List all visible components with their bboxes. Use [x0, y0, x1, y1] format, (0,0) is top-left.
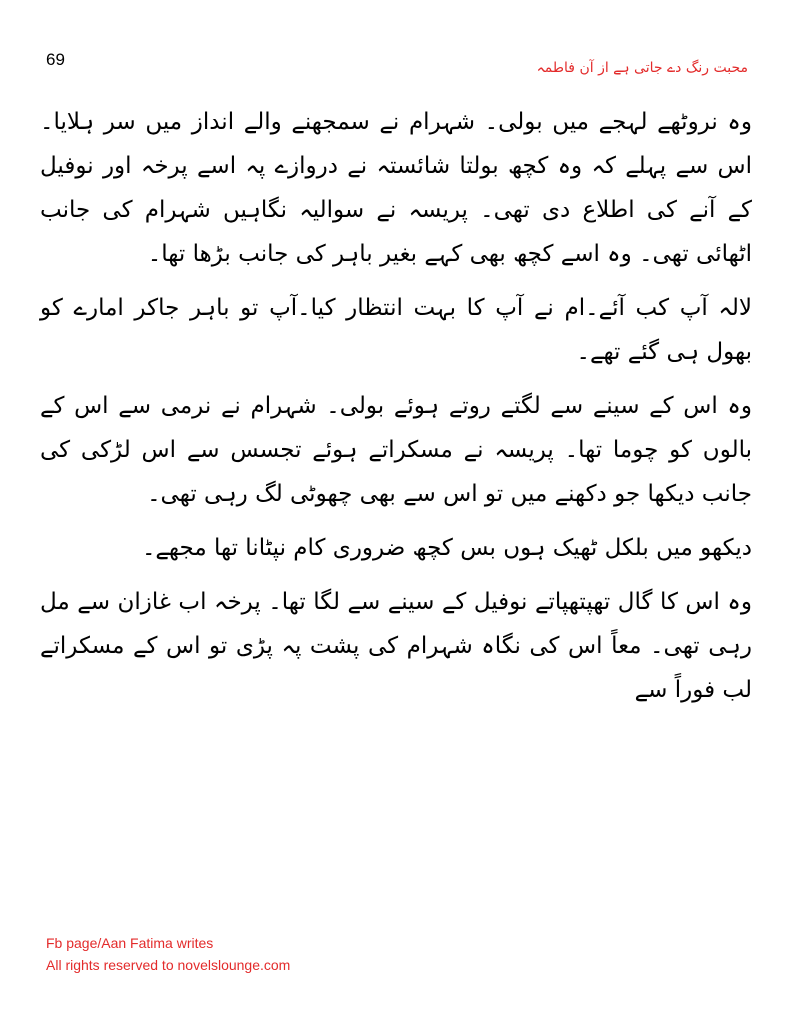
running-header: محبت رنگ دے جاتی ہے از آن فاطمہ — [536, 60, 748, 76]
footer-rights: All rights reserved to novelslounge.com — [46, 957, 291, 973]
paragraph-2: لالہ آپ کب آئے۔ام نے آپ کا بہت انتظار کیا۔آپ تو باہر جاکر امارے کو بھول ہی گئے تھے۔ — [40, 295, 752, 365]
body-text — [40, 100, 752, 722]
page-number: 69 — [46, 50, 65, 69]
paragraph-1: وہ نروٹھے لہجے میں بولی۔ شہرام نے سمجھنے والے انداز میں سر ہلایا۔اس سے پہلے کہ وہ کچھ بولتا شائستہ نے دروازے پہ اسے پرخہ اور نوفیل کے آنے کی اطلاع دی تھی۔ پریسہ نے سوالیہ نگاہیں شہرام کی جانب اٹھائی تھی۔ وہ اسے کچھ بھی کہے بغیر باہر کی جانب بڑھا تھا۔ — [40, 109, 752, 267]
paragraph-4: دیکھو میں بلکل ٹھیک ہوں بس کچھ ضروری کام نپٹانا تھا مجھے۔ — [141, 535, 752, 561]
footer-fb-page: Fb page/Aan Fatima writes — [46, 935, 214, 951]
paragraph-5: وہ اس کا گال تھپتھپاتے نوفیل کے سینے سے لگا تھا۔ پرخہ اب غازان سے مل رہی تھی۔ معاً اس کی نگاہ شہرام کی پشت پہ پڑی تو اس کے مسکراتے لب فوراً سے — [40, 589, 752, 703]
paragraph-3: وہ اس کے سینے سے لگتے روتے ہوئے بولی۔ شہرام نے نرمی سے اس کے بالوں کو چوما تھا۔ پریسہ نے مسکراتے ہوئے تجسس سے اس لڑکی کی جانب دیکھا جو دکھنے میں تو اس سے بھی چھوٹی لگ رہی تھی۔ — [40, 393, 752, 507]
footer — [46, 932, 290, 976]
